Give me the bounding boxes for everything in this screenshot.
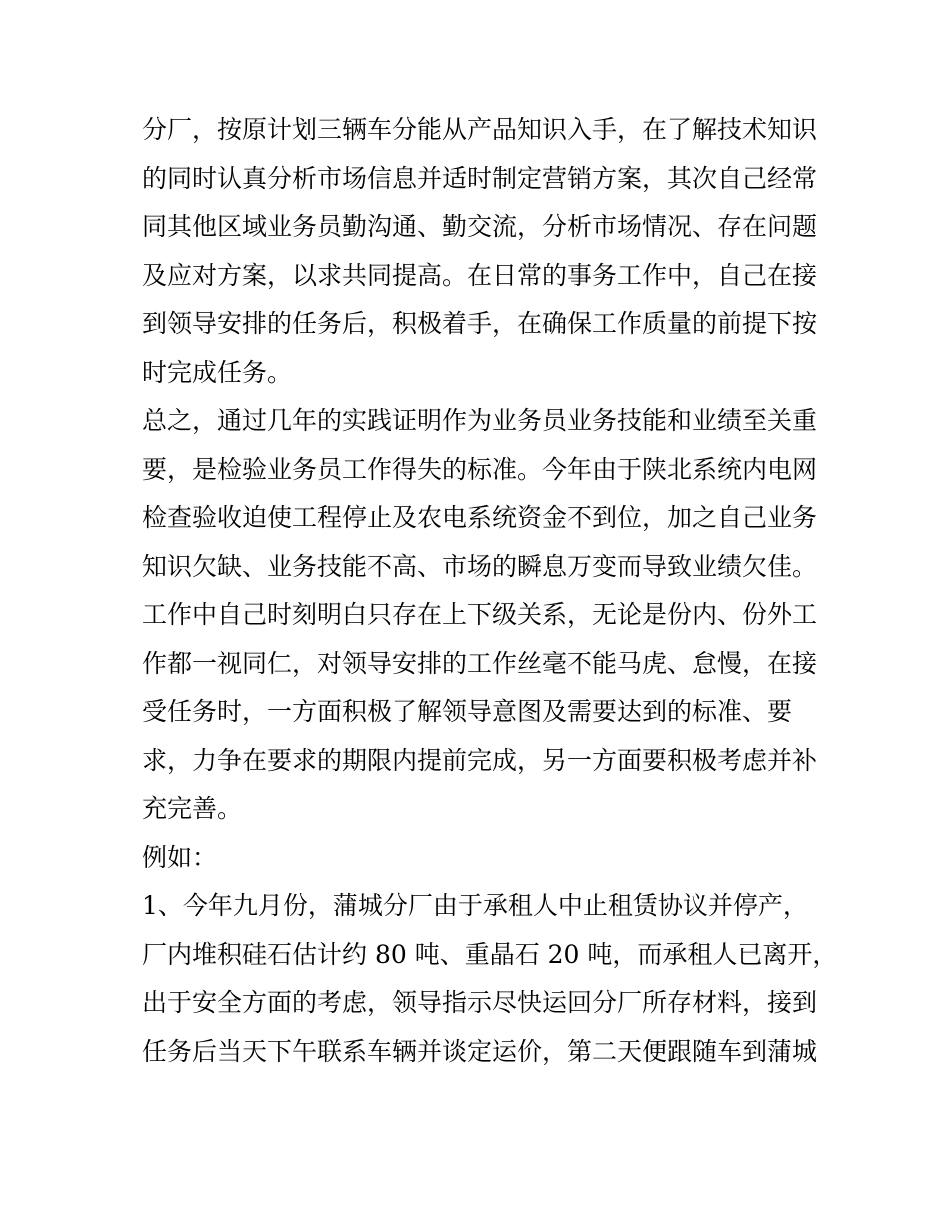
text-line: 到领导安排的任务后，积极着手，在确保工作质量的前提下按 [142, 309, 818, 338]
text-line: 厂内堆积硅石估计约 80 吨、重晶石 20 吨，而承租人已离开， [142, 939, 838, 969]
text-line: 工作中自己时刻明白只存在上下级关系，无论是份内、份外工 [142, 600, 818, 629]
text-line: 的同时认真分析市场信息并适时制定营销方案，其次自己经常 [142, 163, 818, 193]
text-line: 1、今年九月份，蒲城分厂由于承租人中止租赁协议并停产， [142, 891, 808, 920]
text-line: 总之，通过几年的实践证明作为业务员业务技能和业绩至关重 [142, 406, 818, 435]
document-body [142, 106, 838, 1076]
text-line: 要，是检验业务员工作得失的标准。今年由于陕北系统内电网 [142, 454, 818, 484]
text-line: 例如： [142, 842, 218, 872]
text-line: 出于安全方面的考虑，领导指示尽快运回分厂所存材料，接到 [142, 988, 818, 1017]
text-line: 任务后当天下午联系车辆并谈定运价，第二天便跟随车到蒲城 [142, 1036, 818, 1066]
text-line: 求，力争在要求的期限内提前完成，另一方面要积极考虑并补 [142, 745, 818, 775]
text-line: 充完善。 [142, 794, 243, 823]
text-line: 知识欠缺、业务技能不高、市场的瞬息万变而导致业绩欠佳。 [142, 551, 818, 581]
text-line: 及应对方案，以求共同提高。在日常的事务工作中，自己在接 [142, 260, 818, 290]
text-line: 受任务时，一方面积极了解领导意图及需要达到的标准、要 [142, 697, 793, 726]
text-line: 检查验收迫使工程停止及农电系统资金不到位，加之自己业务 [142, 503, 818, 532]
text-line: 时完成任务。 [142, 357, 293, 387]
text-line: 同其他区域业务员勤沟通、勤交流，分析市场情况、存在问题 [142, 212, 818, 241]
text-line: 作都一视同仁，对领导安排的工作丝毫不能马虎、怠慢，在接 [142, 648, 818, 678]
text-line: 分厂，按原计划三辆车分能从产品知识入手，在了解技术知识 [142, 115, 818, 144]
